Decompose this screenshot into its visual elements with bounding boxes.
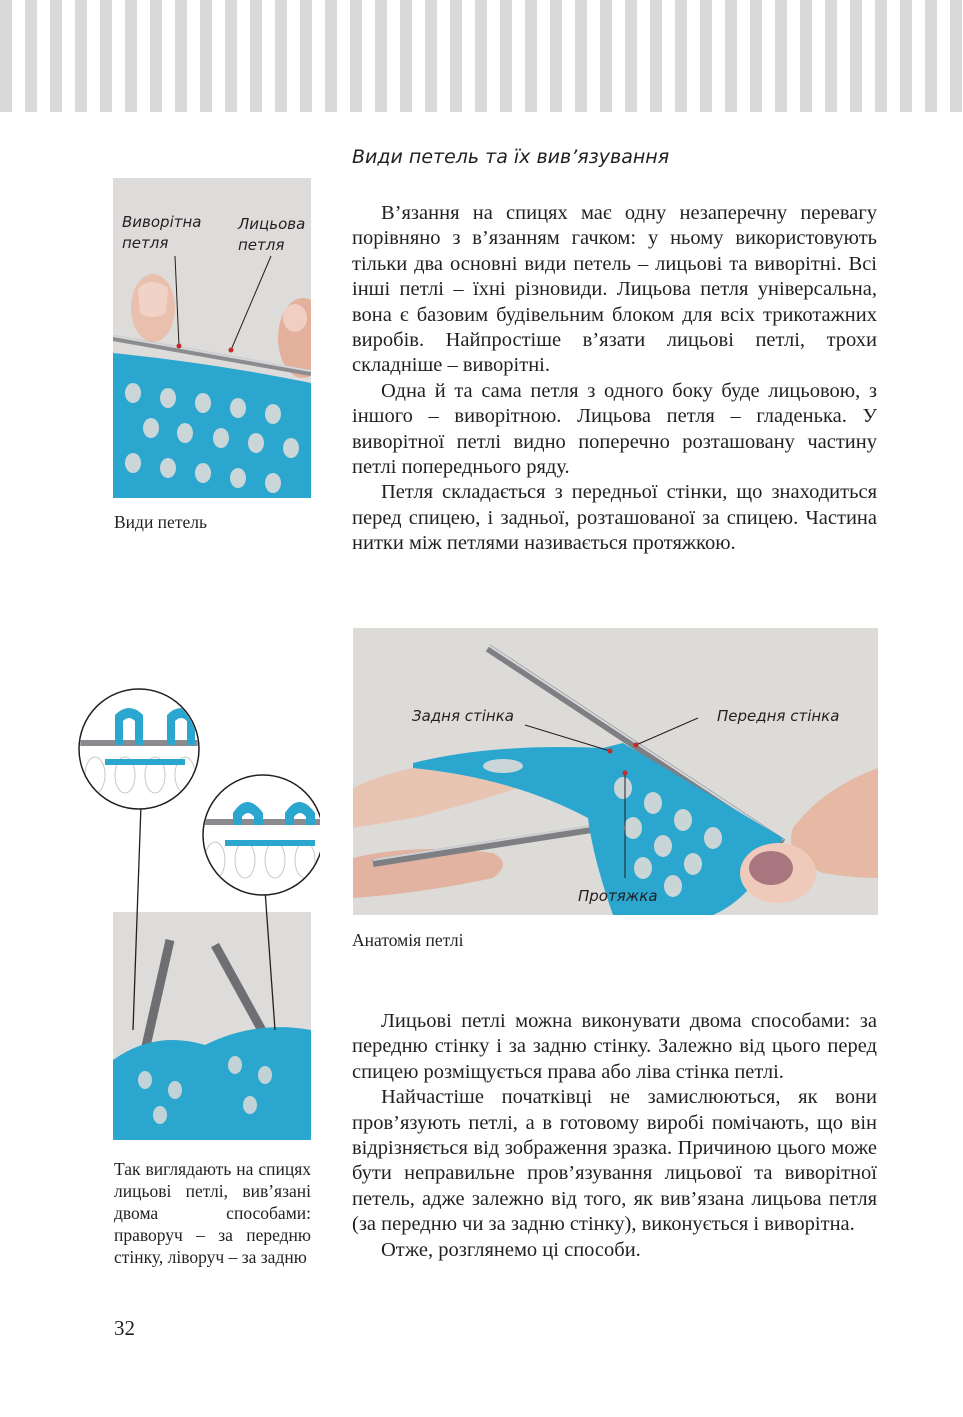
loop-anatomy-photo — [353, 628, 878, 915]
page-number: 32 — [114, 1316, 135, 1340]
knit-methods-illustration — [75, 685, 320, 1145]
paragraph: Лицьові петлі можна виконувати двома способами: за передню стінку і за задню стінку. Залежно від цього перед спицею розміщується права або ліва стінка петлі. — [352, 1010, 877, 1083]
front-wall-label: Передня стінка — [717, 707, 840, 725]
knit-loop-label: Лицьова петля — [238, 215, 306, 254]
knit-methods-caption: Так виглядають на спицях лицьові петлі, вив’язані двома способами: праворуч – за передню стінку, ліворуч – за задню — [114, 1159, 311, 1267]
paragraph: Одна й та сама петля з одного боку буде лицьовою, з іншого – виворітною. Лицьова петля – гладенька. У виворітної петлі видно поперечно розташовану частину петлі попереднього ряду. — [352, 379, 877, 479]
loop-anatomy-caption: Анатомія петлі — [352, 930, 464, 950]
loop-types-caption: Види петель — [114, 512, 207, 532]
paragraph: Петля складається з передньої стінки, що знаходиться перед спицею, і задньої, розташованої за спицею. Частина нитки між петлями називається протяжкою. — [352, 481, 877, 555]
strand-label: Протяжка — [578, 887, 658, 905]
section-heading: Види петель та їх вив’язування — [352, 146, 670, 168]
paragraph: В’язання на спицях має одну незаперечну перевагу порівняно з в’язанням гачком: у ньому використовують тільки два основні види петель – лицьові та виворітні. Всі інші петлі – їхні різновиди. Лицьова петля універсальна, вона є базовим будівельним блоком для всіх трикотажних виробів. Найпростіше в’язати лицьові петлі, трохи складніше – виворітні. — [352, 202, 877, 377]
paragraph: Отже, розглянемо ці способи. — [381, 1238, 641, 1261]
back-wall-label: Задня стінка — [412, 707, 514, 725]
methods-text — [352, 1009, 877, 1263]
intro-text — [352, 201, 877, 557]
purl-loop-label: Виворітна петля — [122, 213, 202, 252]
paragraph: Найчастіше початківці не замислюються, як вони пров’язують петлі, а в готовому виробі помічають, що він відрізняється від зображення зразка. Причиною цього може бути неправильне пров’язування лицьової та виворітної петель, адже залежно від того, як вив’язана лицьова петля (за передню чи за задню стінку), виконується і виворітна. — [352, 1086, 877, 1236]
header-stripes — [0, 0, 963, 112]
